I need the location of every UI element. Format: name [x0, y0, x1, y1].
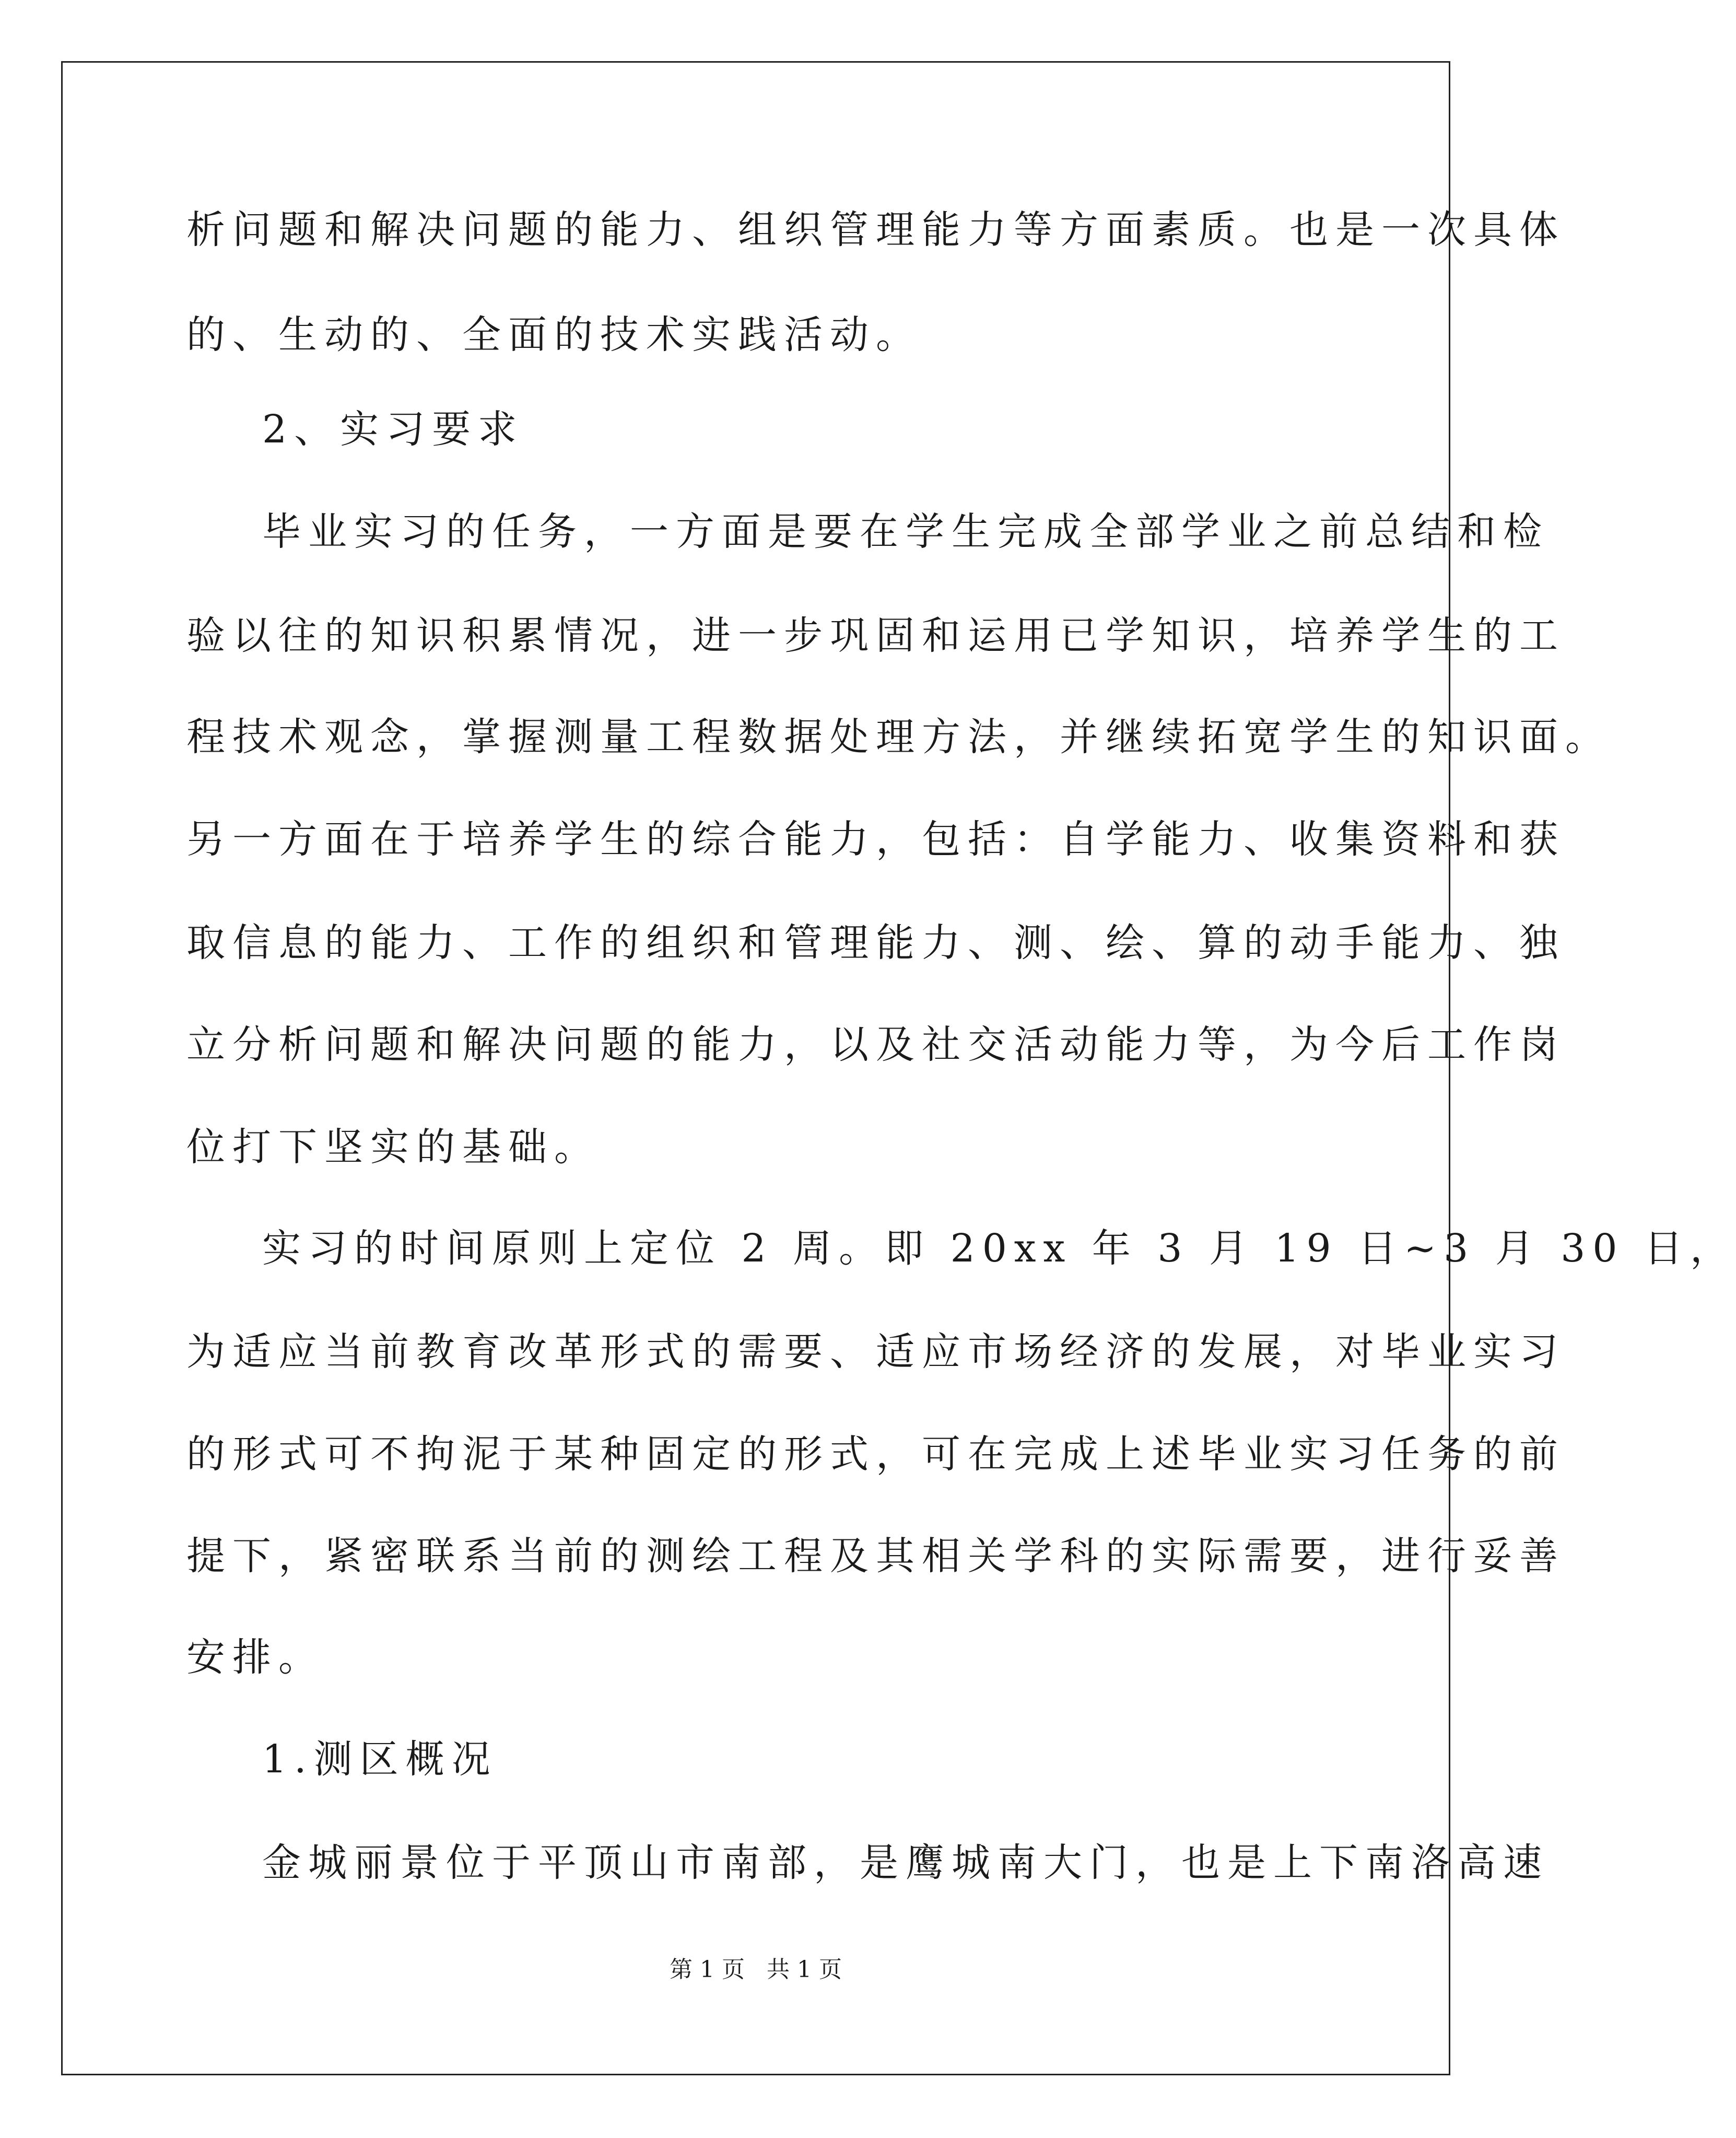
body-text-line: 的、生动的、全面的技术实践活动。	[186, 312, 922, 357]
body-text-line: 立分析问题和解决问题的能力，以及社交活动能力等，为今后工作岗	[186, 1022, 1565, 1067]
body-text-line: 另一方面在于培养学生的综合能力，包括：自学能力、收集资料和获	[186, 817, 1565, 862]
page-footer: 第 1 页 共 1 页	[670, 1956, 842, 1983]
body-text-line: 程技术观念，掌握测量工程数据处理方法，并继续拓宽学生的知识面。	[186, 715, 1611, 760]
section-heading: 2、实习要求	[262, 407, 524, 452]
body-text-line: 安排。	[186, 1635, 324, 1680]
body-text-line: 为适应当前教育改革形式的需要、适应市场经济的发展，对毕业实习	[186, 1329, 1565, 1374]
body-text-line: 验以往的知识积累情况，进一步巩固和运用已学知识，培养学生的工	[186, 613, 1565, 658]
body-text-line: 金城丽景位于平顶山市南部，是鹰城南大门，也是上下南洛高速	[262, 1840, 1549, 1885]
body-text-line: 实习的时间原则上定位 2 周。即 20xx 年 3 月 19 日~3 月 30 日，	[262, 1226, 1736, 1271]
body-text-line: 提下，紧密联系当前的测绘工程及其相关学科的实际需要，进行妥善	[186, 1534, 1565, 1579]
section-heading: 1.测区概况	[262, 1737, 498, 1782]
body-text-line: 位打下坚实的基础。	[186, 1125, 600, 1170]
body-text-line: 的形式可不拘泥于某种固定的形式，可在完成上述毕业实习任务的前	[186, 1432, 1565, 1477]
body-text-line: 取信息的能力、工作的组织和管理能力、测、绘、算的动手能力、独	[186, 920, 1565, 965]
body-text-line: 毕业实习的任务，一方面是要在学生完成全部学业之前总结和检	[262, 509, 1549, 554]
body-text-line: 析问题和解决问题的能力、组织管理能力等方面素质。也是一次具体	[186, 207, 1565, 252]
